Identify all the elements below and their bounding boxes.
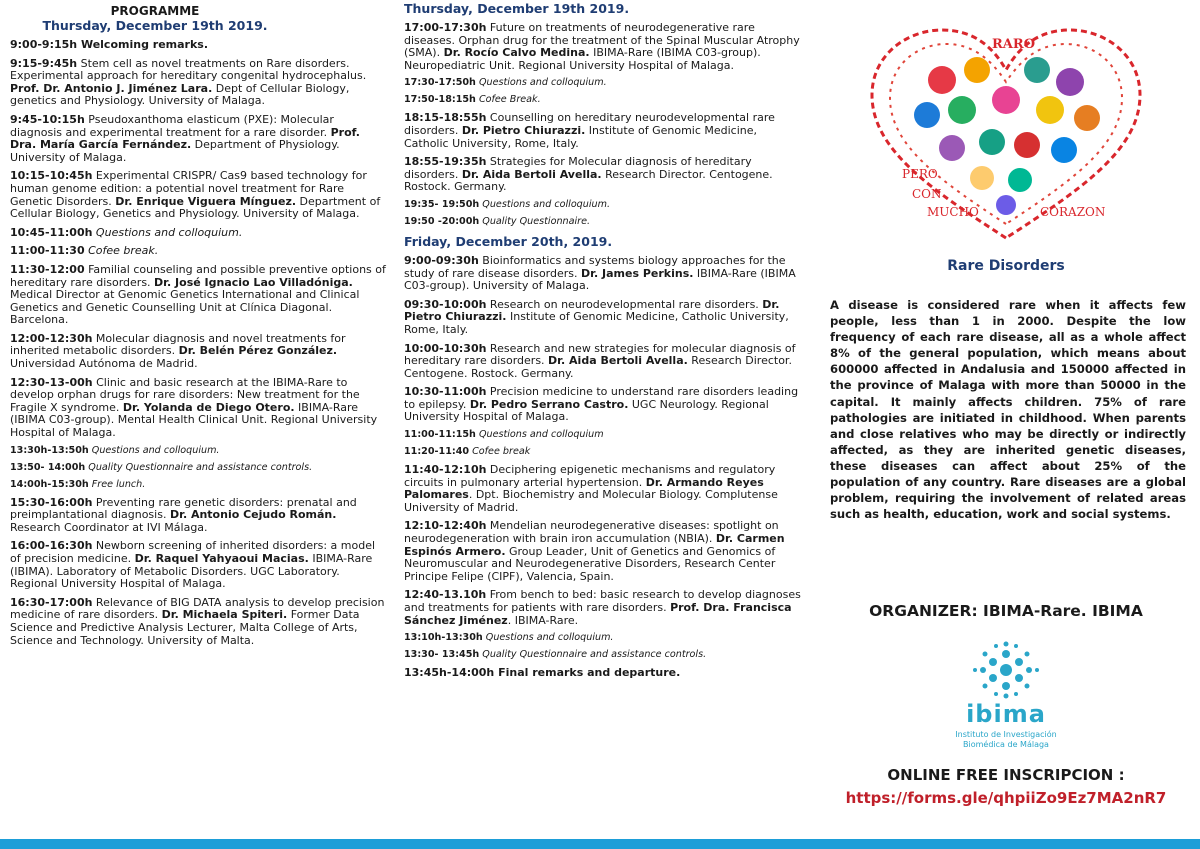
item-affiliation: Department of Physiology. University of Malaga. — [10, 138, 340, 164]
logo-word-corazon: CORAZON — [1040, 205, 1106, 219]
programme-column-2 — [398, 0, 806, 680]
item-description: Questions and colloquium. — [475, 77, 607, 89]
item-description: Questions and colloquium — [475, 429, 604, 441]
programme-item — [404, 589, 802, 627]
programme-list-2a — [404, 22, 802, 228]
ibima-logo — [946, 640, 1066, 750]
item-time: 15:30-16:00h — [10, 495, 93, 509]
item-speaker: Dr. Rocío Calvo Medina. — [443, 46, 590, 60]
item-time: 18:55-19:35h — [404, 155, 487, 169]
item-time: 18:15-18:55h — [404, 111, 487, 125]
item-time: 9:00-9:15h — [10, 38, 78, 51]
programme-item — [404, 632, 802, 644]
item-description: Stem cell as novel treatments on Rare disorders. Experimental approach for hereditary congenital hydrocephalus. — [10, 56, 367, 83]
item-speaker: Prof. Dra. Francisca Sánchez Jiménez — [404, 601, 792, 627]
item-time: 17:30-17:50h — [404, 77, 476, 89]
programme-item — [10, 540, 389, 590]
item-time: 09:30-10:00h — [404, 297, 487, 311]
item-speaker: Dr. James Perkins. — [581, 266, 694, 280]
item-description: Final remarks and departure. — [494, 666, 681, 680]
item-speaker: Dr. Pietro Chiurazzi. — [404, 297, 780, 324]
programme-heading: PROGRAMME — [110, 4, 200, 18]
item-time: 14:00h-15:30h — [10, 478, 89, 490]
logo-word-con: CON — [912, 187, 942, 201]
item-description: Quality Questionnaire and assistance controls. — [85, 461, 313, 473]
online-inscription-heading: ONLINE FREE INSCRIPCION : — [887, 766, 1125, 784]
programme-column-1 — [0, 0, 393, 647]
item-time: 10:15-10:45h — [10, 169, 93, 183]
item-affiliation: Research Director. Centogene. Rostock. Germany. — [404, 354, 792, 380]
day-header-friday: Friday, December 20th, 2019. — [404, 233, 613, 249]
item-affiliation: Dept of Cellular Biology, genetics and Physiology. University of Malaga. — [10, 81, 350, 108]
item-speaker: Prof. Dra. María García Fernández. — [10, 125, 360, 152]
item-time: 12:40-13.10h — [404, 588, 487, 602]
item-description: Questions and colloquium. — [88, 444, 220, 456]
item-description: Cofee break. — [84, 244, 159, 258]
item-time: 11:00-11:15h — [404, 429, 476, 441]
item-description: Free lunch. — [88, 478, 146, 490]
organizer-line: ORGANIZER: IBIMA-Rare. IBIMA — [869, 602, 1143, 620]
item-description: Quality Questionnaire. — [479, 215, 591, 227]
programme-item — [404, 22, 802, 72]
item-description: Quality Questionnaire and assistance controls. — [479, 649, 707, 661]
item-affiliation: Institute of Genomic Medicine, Catholic University, Rome, Italy. — [404, 310, 789, 336]
programme-item — [404, 649, 802, 661]
item-speaker: Dr. Antonio Cejudo Román. — [169, 508, 337, 522]
item-affiliation: Universidad Autónoma de Madrid. — [10, 357, 198, 371]
item-description: Questions and colloquium. — [479, 198, 610, 210]
programme-item — [10, 377, 389, 440]
item-affiliation: Research Director. Centogene. Rostock. Germany. — [404, 167, 773, 194]
item-description: From bench to bed: basic research to develop diagnoses and treatments for patients with rare disorders. — [404, 588, 801, 614]
item-description: Pseudoxanthoma elasticum (PXE): Molecular diagnosis and experimental treatment for a rare disorder. — [10, 112, 334, 139]
programme-item — [404, 216, 802, 228]
item-description: Precision medicine to understand rare disorders leading to epilepsy. — [404, 385, 799, 411]
programme-item — [10, 245, 389, 258]
programme-item — [10, 597, 389, 647]
item-affiliation: Former Data Science and Predictive Analysis Lecturer, Malta College of Arts, Science and Technology. University of Malta. — [10, 608, 360, 647]
day-header-thursday-cont: Thursday, December 19th 2019. — [404, 1, 630, 16]
ibima-subtitle-2: Biomédica de Málaga — [963, 740, 1049, 749]
item-description: Questions and colloquium. — [92, 225, 243, 239]
ibima-wordmark: ibima — [966, 700, 1046, 728]
item-affiliation: Medical Director at Genomic Genetics International and Clinical Genetics and Genetic Counselling Unit at Clínica Diagonal. Barcelona. — [10, 288, 360, 327]
item-description: Cofee Break. — [475, 94, 541, 106]
programme-item — [10, 445, 389, 457]
item-description: Research and new strategies for molecular diagnosis of hereditary rare disorders. — [404, 341, 796, 368]
item-description: Cofee break — [469, 446, 531, 458]
programme-item — [404, 446, 802, 458]
item-affiliation: Research Coordinator at IVI Málaga. — [10, 520, 208, 534]
programme-item — [404, 77, 802, 89]
programme-item — [404, 429, 802, 441]
item-description: Familial counseling and possible preventive options of hereditary rare disorders. — [10, 262, 386, 289]
item-description: Preventing rare genetic disorders: prenatal and preimplantational diagnosis. — [10, 495, 357, 522]
programme-item — [404, 255, 802, 293]
ibima-dots-icon — [971, 640, 1041, 700]
rare-disorders-title: Rare Disorders — [947, 258, 1065, 274]
registration-link[interactable]: https://forms.gle/qhpiiZo9Ez7MA2nR7 — [845, 789, 1167, 807]
item-description: Mendelian neurodegenerative diseases: spotlight on neurodegeneration with brain iron accumulation (NBIA). — [404, 519, 779, 546]
item-description: Research on neurodevelopmental rare disorders. — [486, 297, 763, 311]
programme-item — [10, 58, 389, 108]
item-description: Strategies for Molecular diagnosis of hereditary disorders. — [404, 155, 752, 181]
item-time: 16:30-17:00h — [10, 595, 93, 609]
item-time: 17:00-17:30h — [404, 21, 487, 34]
heart-hands-logo — [812, 0, 1200, 250]
item-time: 9:15-9:45h — [10, 56, 78, 70]
item-time: 13:50- 14:00h — [10, 461, 86, 473]
item-description: Experimental CRISPR/ Cas9 based technology for human genome edition: a potential novel treatment for Rare Genetic Disorders. — [10, 169, 367, 208]
item-time: 13:10h-13:30h — [404, 632, 483, 644]
item-speaker: Dr. Aida Bertoli Avella. — [461, 167, 602, 181]
item-affiliation: UGC Neurology. Regional University Hospital of Malaga. — [404, 397, 769, 424]
bottom-blue-bar — [0, 839, 1200, 849]
item-time: 9:00-09:30h — [404, 253, 479, 267]
item-time: 13:30h-13:50h — [10, 444, 89, 456]
programme-item — [10, 114, 389, 164]
item-time: 11:40-12:10h — [404, 463, 487, 477]
ibima-subtitle-1: Instituto de Investigación — [955, 730, 1057, 739]
item-time: 19:50 -20:00h — [404, 215, 480, 227]
item-speaker: Dr. Yolanda de Diego Otero. — [122, 400, 295, 414]
item-time: 9:45-10:15h — [10, 112, 85, 126]
programme-item — [404, 112, 802, 150]
item-description: Questions and colloquium. — [482, 632, 614, 644]
item-speaker: Dr. Raquel Yahyaoui Macias. — [134, 552, 309, 565]
programme-item — [10, 479, 389, 491]
programme-list-2b — [404, 255, 802, 680]
logo-word-mucho: MUCHO — [927, 205, 979, 219]
hand-prints — [914, 57, 1100, 215]
logo-word-pero: PERO — [902, 167, 938, 181]
programme-item — [10, 497, 389, 535]
programme-item — [10, 333, 389, 371]
info-column — [812, 0, 1200, 849]
programme-item — [10, 227, 389, 240]
programme-item — [404, 667, 802, 680]
item-time: 13:45h-14:00h — [404, 666, 495, 680]
programme-item — [10, 462, 389, 474]
item-speaker: Dr. Aida Bertoli Avella. — [548, 354, 688, 368]
item-description: Bioinformatics and systems biology approaches for the study of rare disease disorders. — [404, 253, 786, 280]
programme-item — [404, 94, 802, 106]
programme-item — [404, 299, 802, 337]
item-description: Welcoming remarks. — [77, 38, 209, 51]
item-speaker: Dr. Pedro Serrano Castro. — [469, 397, 629, 411]
item-affiliation: . IBIMA-Rare. — [507, 613, 579, 627]
item-description: Molecular diagnosis and novel treatments for inherited metabolic disorders. — [10, 331, 346, 358]
item-time: 10:30-11:00h — [404, 385, 487, 399]
programme-item — [404, 343, 802, 381]
item-affiliation: Group Leader, Unit of Genetics and Genomics of Neuromuscular and Neurodegenerative Disorders, Research Center Principe Felipe (CIPF), Valencia, Spain. — [404, 544, 776, 583]
programme-item — [10, 264, 389, 327]
item-speaker: Dr. Michaela Spiteri. — [161, 608, 288, 622]
programme-list-1 — [10, 39, 389, 647]
programme-item — [10, 39, 389, 52]
rare-disorders-description: A disease is considered rare when it affects few people, less than 1 in 2000. Despite the low frequency of each rare disease, all as a whole affect 8% of the general population, which means about 600000 affected in Andalusia and 150000 affected in the province of Malaga with more than 50000 in the capital. It mainly affects children. 75% of rare pathologies are initiated in childhood. When parents and close relatives who may be directly or indirectly affected, as they are inherited genetic diseases, these diseases can affect about 25% of the population of any country. Rare diseases are a global problem, requiring the involvement of related areas such as health, education, work and social systems. — [830, 298, 1186, 522]
item-affiliation: Institute of Genomic Medicine, Catholic University, Rome, Italy. — [404, 123, 758, 150]
item-speaker: Dr. Carmen Espinós Armero. — [404, 532, 785, 558]
item-time: 12:00-12:30h — [10, 331, 93, 345]
programme-item — [404, 464, 802, 514]
item-time: 12:10-12:40h — [404, 519, 487, 533]
item-affiliation: Department of Cellular Biology, Genetics and Physiology. University of Malaga. — [10, 194, 381, 221]
item-time: 17:50-18:15h — [404, 94, 476, 106]
item-speaker: Prof. Dr. Antonio J. Jiménez Lara. — [10, 81, 213, 95]
item-affiliation: IBIMA-Rare (IBIMA C03-group). Neuropediatric Unit. Regional University Hospital of Malaga. — [404, 46, 761, 72]
item-speaker: Dr. Belén Pérez González. — [178, 344, 338, 358]
item-time: 11:30-12:00 — [10, 262, 85, 276]
item-description: Counselling on hereditary neurodevelopmental rare disorders. — [404, 111, 775, 137]
item-speaker: Dr. José Ignacio Lao Villadóniga. — [154, 275, 353, 289]
item-description: Newborn screening of inherited disorders: a model of precision medicine. — [10, 539, 376, 565]
programme-item — [404, 199, 802, 211]
item-time: 19:35- 19:50h — [404, 198, 480, 210]
day-header-thursday: Thursday, December 19th 2019. — [42, 18, 268, 33]
item-time: 12:30-13-00h — [10, 375, 93, 389]
item-affiliation: IBIMA-Rare (IBIMA). Laboratory of Metabolic Disorders. UGC Laboratory. Regional University Hospital of Malaga. — [10, 552, 373, 591]
programme-item — [404, 156, 802, 194]
item-time: 11:00-11:30 — [10, 244, 85, 258]
item-description: Deciphering epigenetic mechanisms and regulatory circuits in pulmonary arterial hypertension. — [404, 463, 776, 489]
item-affiliation: . Dpt. Biochemistry and Molecular Biology. Complutense University of Madrid. — [404, 488, 778, 514]
item-description: Future on treatments of neurodegenerative rare diseases. Orphan drug for the treatment of the Spinal Muscular Atrophy (SMA). — [404, 21, 800, 60]
item-speaker: Dr. Armando Reyes Palomares — [404, 475, 764, 502]
programme-item — [404, 520, 802, 583]
programme-item — [404, 386, 802, 424]
item-time: 10:00-10:30h — [404, 341, 487, 355]
item-description: Relevance of BIG DATA analysis to develop precision medicine of rare disorders. — [10, 595, 385, 622]
item-time: 16:00-16:30h — [10, 539, 93, 553]
item-affiliation: IBIMA-Rare (IBIMA C03-group). University of Malaga. — [404, 266, 796, 293]
logo-word-raro: RARO — [992, 37, 1036, 52]
item-time: 13:30- 13:45h — [404, 649, 480, 661]
programme-item — [10, 170, 389, 220]
item-time: 11:20-11:40 — [404, 446, 470, 458]
item-speaker: Dr. Enrique Viguera Mínguez. — [115, 194, 297, 208]
item-description: Clinic and basic research at the IBIMA-Rare to develop orphan drugs for rare disorders: New treatment for the Fragile X syndrome. — [10, 375, 360, 414]
item-affiliation: IBIMA-Rare (IBIMA C03-group). Mental Health Clinical Unit. Regional University Hospital of Malaga. — [10, 400, 378, 440]
item-time: 10:45-11:00h — [10, 225, 93, 239]
item-speaker: Dr. Pietro Chiurazzi. — [461, 123, 586, 137]
